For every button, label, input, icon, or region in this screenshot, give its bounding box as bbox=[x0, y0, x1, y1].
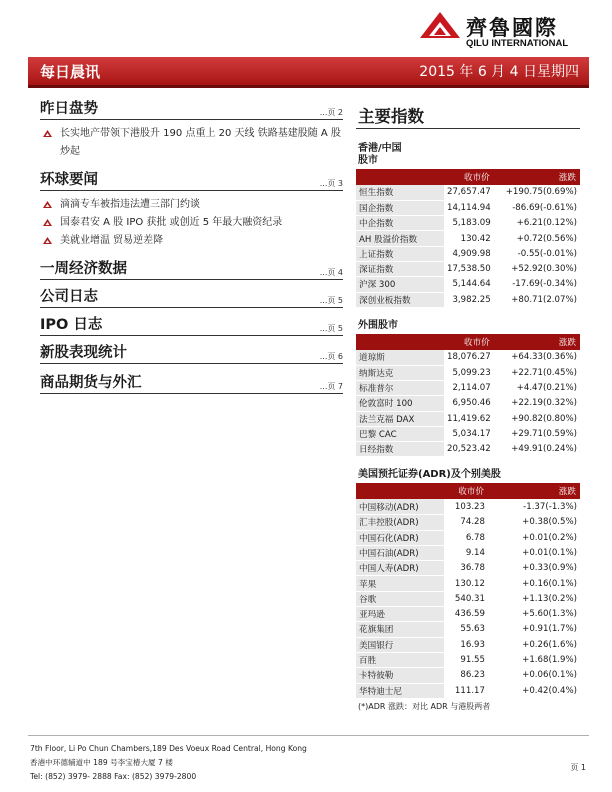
table-row bbox=[356, 668, 580, 683]
table-row bbox=[356, 515, 580, 530]
footer-address bbox=[30, 742, 307, 784]
table-row bbox=[356, 380, 580, 395]
index-change: +64.33(0.36%) bbox=[494, 350, 580, 365]
index-change: -1.37(-1.3%) bbox=[488, 499, 580, 514]
table-row bbox=[356, 396, 580, 411]
index-close-price: 14,114.94 bbox=[444, 200, 494, 215]
index-change: +0.33(0.9%) bbox=[488, 561, 580, 576]
index-group-title-line: 外围股市 bbox=[358, 319, 398, 331]
index-close-price: 5,034.17 bbox=[444, 426, 494, 441]
table-row bbox=[356, 246, 580, 261]
toc-section[interactable] bbox=[40, 260, 343, 280]
index-name: 道琼斯 bbox=[356, 350, 444, 365]
table-row bbox=[356, 411, 580, 426]
indices-groups bbox=[356, 143, 580, 699]
table-row bbox=[356, 292, 580, 307]
index-close-price: 540.31 bbox=[444, 591, 488, 606]
index-name: 纳斯达克 bbox=[356, 365, 444, 380]
index-close-price: 18,076.27 bbox=[444, 350, 494, 365]
toc-section[interactable] bbox=[40, 374, 343, 394]
toc-headline[interactable] bbox=[40, 214, 343, 232]
index-close-price: 91.55 bbox=[444, 652, 488, 667]
table-row bbox=[356, 561, 580, 576]
toc-page-ref[interactable]: ...页 7 bbox=[319, 382, 343, 391]
table-row bbox=[356, 591, 580, 606]
toc-headline[interactable] bbox=[40, 125, 343, 161]
index-name: 中国石油(ADR) bbox=[356, 545, 444, 560]
toc-section-title[interactable]: 新股表现统计 bbox=[40, 345, 127, 361]
index-close-price: 5,144.64 bbox=[444, 277, 494, 292]
index-group-title-line: 股市 bbox=[358, 155, 378, 166]
report-title: 每日晨讯 bbox=[40, 63, 101, 81]
index-change: +1.68(1.9%) bbox=[488, 652, 580, 667]
red-triangle-bullet-icon bbox=[43, 237, 52, 245]
index-name: 谷歌 bbox=[356, 591, 444, 606]
index-close-price: 20,523.42 bbox=[444, 442, 494, 457]
page-number: 页 1 bbox=[570, 763, 586, 772]
report-date: 2015 年 6 月 4 日星期四 bbox=[419, 64, 579, 80]
index-close-price: 2,114.07 bbox=[444, 380, 494, 395]
index-name: 深证指数 bbox=[356, 261, 444, 276]
index-name: 日经指数 bbox=[356, 442, 444, 457]
index-close-price: 27,657.47 bbox=[444, 185, 494, 200]
index-name: 苹果 bbox=[356, 576, 444, 591]
table-row bbox=[356, 350, 580, 365]
index-change: +5.60(1.3%) bbox=[488, 607, 580, 622]
index-change: +52.92(0.30%) bbox=[494, 261, 580, 276]
logo-mark-icon bbox=[418, 10, 462, 46]
index-close-price: 130.12 bbox=[444, 576, 488, 591]
index-close-price: 9.14 bbox=[444, 545, 488, 560]
table-row bbox=[356, 683, 580, 698]
table-row bbox=[356, 231, 580, 246]
index-name: 沪深 300 bbox=[356, 277, 444, 292]
index-group-title-line: 美国预托证券(ADR)及个别美股 bbox=[358, 469, 501, 481]
header-change: 涨跌 bbox=[494, 334, 580, 350]
header-name bbox=[356, 334, 444, 350]
index-change: +0.26(1.6%) bbox=[488, 637, 580, 652]
index-name: 卡特彼勒 bbox=[356, 668, 444, 683]
table-row bbox=[356, 622, 580, 637]
header-close-price: 收市价 bbox=[444, 169, 494, 185]
index-name: 恒生指数 bbox=[356, 185, 444, 200]
toc-headline-text[interactable]: 滴滴专车被指违法遭三部门约谈 bbox=[60, 199, 200, 210]
index-change: -17.69(-0.34%) bbox=[494, 277, 580, 292]
company-logo bbox=[418, 10, 568, 50]
index-name: 华特迪士尼 bbox=[356, 683, 444, 698]
index-close-price: 74.28 bbox=[444, 515, 488, 530]
toc-section-title[interactable]: 商品期货与外汇 bbox=[40, 375, 142, 391]
table-row bbox=[356, 576, 580, 591]
index-change: +29.71(0.59%) bbox=[494, 426, 580, 441]
banner-underline bbox=[28, 85, 589, 88]
indices-heading: 主要指数 bbox=[356, 103, 580, 129]
header-name bbox=[356, 169, 444, 185]
toc-section-title[interactable]: 公司日志 bbox=[40, 289, 98, 305]
toc-items bbox=[40, 191, 343, 252]
index-close-price: 36.78 bbox=[444, 561, 488, 576]
index-name: 中国移动(ADR) bbox=[356, 499, 444, 514]
index-close-price: 5,183.09 bbox=[444, 216, 494, 231]
index-change: +22.19(0.32%) bbox=[494, 396, 580, 411]
header-change: 涨跌 bbox=[488, 483, 580, 499]
index-change: +6.21(0.12%) bbox=[494, 216, 580, 231]
header-close-price: 收市价 bbox=[444, 483, 488, 499]
table-row bbox=[356, 442, 580, 457]
index-change: -86.69(-0.61%) bbox=[494, 200, 580, 215]
table-row bbox=[356, 499, 580, 514]
table-row bbox=[356, 545, 580, 560]
table-row bbox=[356, 200, 580, 215]
toc-section[interactable] bbox=[40, 288, 343, 308]
index-close-price: 6.78 bbox=[444, 530, 488, 545]
index-table-header bbox=[356, 169, 580, 185]
index-group-title bbox=[356, 469, 580, 481]
index-change: +4.47(0.21%) bbox=[494, 380, 580, 395]
index-close-price: 6,950.46 bbox=[444, 396, 494, 411]
footer-address-cn: 香港中环德辅道中 189 号李宝椿大厦 7 楼 bbox=[30, 758, 173, 767]
header-close-price: 收市价 bbox=[444, 334, 494, 350]
index-change: +22.71(0.45%) bbox=[494, 365, 580, 380]
table-row bbox=[356, 216, 580, 231]
index-group-title-line: 香港/中国 bbox=[358, 143, 402, 154]
header-name bbox=[356, 483, 444, 499]
index-name: 中国石化(ADR) bbox=[356, 530, 444, 545]
toc-headline-text[interactable]: 国泰君安 A 股 IPO 获批 或创近 5 年最大融资纪录 bbox=[60, 217, 283, 228]
index-close-price: 86.23 bbox=[444, 668, 488, 683]
index-name: 上证指数 bbox=[356, 246, 444, 261]
toc-page-ref[interactable]: ...页 3 bbox=[319, 179, 343, 188]
footer-divider bbox=[28, 735, 589, 736]
index-name: 巴黎 CAC bbox=[356, 426, 444, 441]
index-change: +0.01(0.2%) bbox=[488, 530, 580, 545]
toc-section[interactable] bbox=[40, 344, 343, 364]
index-name: 花旗集团 bbox=[356, 622, 444, 637]
footer-contact: Tel: (852) 3979- 2888 Fax: (852) 3979-2800 bbox=[30, 772, 197, 781]
index-close-price: 130.42 bbox=[444, 231, 494, 246]
table-row bbox=[356, 185, 580, 200]
table-row bbox=[356, 607, 580, 622]
index-close-price: 103.23 bbox=[444, 499, 488, 514]
red-triangle-bullet-icon bbox=[43, 130, 52, 138]
index-name: AH 股溢价指数 bbox=[356, 231, 444, 246]
index-change: +0.42(0.4%) bbox=[488, 683, 580, 698]
index-name: 百胜 bbox=[356, 652, 444, 667]
index-close-price: 3,982.25 bbox=[444, 292, 494, 307]
toc-page-ref[interactable]: ...页 4 bbox=[319, 268, 343, 277]
toc-section-title[interactable]: 一周经济数据 bbox=[40, 261, 127, 277]
index-change: +0.91(1.7%) bbox=[488, 622, 580, 637]
index-table bbox=[356, 334, 580, 458]
index-close-price: 111.17 bbox=[444, 683, 488, 698]
index-table-header bbox=[356, 334, 580, 350]
index-close-price: 55.63 bbox=[444, 622, 488, 637]
adr-footnote: (*)ADR 涨跌：对比 ADR 与港股两者 bbox=[358, 701, 491, 711]
table-row bbox=[356, 426, 580, 441]
index-close-price: 16.93 bbox=[444, 637, 488, 652]
index-name: 中国人寿(ADR) bbox=[356, 561, 444, 576]
table-row bbox=[356, 365, 580, 380]
index-change: +0.72(0.56%) bbox=[494, 231, 580, 246]
index-name: 标准普尔 bbox=[356, 380, 444, 395]
index-close-price: 436.59 bbox=[444, 607, 488, 622]
toc-headline[interactable] bbox=[40, 232, 343, 250]
indices-panel bbox=[356, 103, 580, 712]
header-change: 涨跌 bbox=[494, 169, 580, 185]
red-triangle-bullet-icon bbox=[43, 219, 52, 227]
table-row bbox=[356, 652, 580, 667]
title-banner bbox=[28, 57, 589, 85]
toc-headline-text[interactable]: 长实地产带领下港股升 190 点重上 20 天线 铁路基建股随 A 股炒起 bbox=[60, 128, 341, 157]
toc-page-ref[interactable]: ...页 6 bbox=[319, 352, 343, 361]
toc-page-ref[interactable]: ...页 5 bbox=[319, 296, 343, 305]
index-change: -0.55(-0.01%) bbox=[494, 246, 580, 261]
index-change: +0.16(0.1%) bbox=[488, 576, 580, 591]
toc-section[interactable] bbox=[40, 100, 343, 120]
toc-section[interactable] bbox=[40, 171, 343, 191]
index-change: +90.82(0.80%) bbox=[494, 411, 580, 426]
toc-section-title[interactable]: IPO 日志 bbox=[40, 317, 103, 333]
table-row bbox=[356, 277, 580, 292]
index-change: +0.01(0.1%) bbox=[488, 545, 580, 560]
index-name: 深创业板指数 bbox=[356, 292, 444, 307]
index-close-price: 11,419.62 bbox=[444, 411, 494, 426]
index-table bbox=[356, 169, 580, 308]
footer-address-en: 7th Floor, Li Po Chun Chambers,189 Des Voeux Road Central, Hong Kong bbox=[30, 744, 307, 753]
table-row bbox=[356, 637, 580, 652]
index-name: 汇丰控股(ADR) bbox=[356, 515, 444, 530]
index-change: +190.75(0.69%) bbox=[494, 185, 580, 200]
red-triangle-bullet-icon bbox=[43, 201, 52, 209]
logo-english-name: QILU INTERNATIONAL bbox=[466, 38, 569, 49]
index-change: +0.06(0.1%) bbox=[488, 668, 580, 683]
toc-page-ref[interactable]: ...页 5 bbox=[319, 324, 343, 333]
index-name: 国企指数 bbox=[356, 200, 444, 215]
toc-headline[interactable] bbox=[40, 196, 343, 214]
logo-chinese-name: 齊魯國際 bbox=[466, 15, 558, 40]
index-group-title bbox=[356, 143, 580, 167]
index-change: +0.38(0.5%) bbox=[488, 515, 580, 530]
index-group-title bbox=[356, 320, 580, 332]
index-table-header bbox=[356, 483, 580, 499]
toc-section-title[interactable]: 环球要闻 bbox=[40, 172, 98, 188]
toc-section[interactable] bbox=[40, 316, 343, 336]
index-change: +1.13(0.2%) bbox=[488, 591, 580, 606]
table-row bbox=[356, 261, 580, 276]
index-name: 亚玛逊 bbox=[356, 607, 444, 622]
toc-items bbox=[40, 120, 343, 163]
index-close-price: 5,099.23 bbox=[444, 365, 494, 380]
toc-headline-text[interactable]: 美就业增温 贸易逆差降 bbox=[60, 235, 164, 246]
index-change: +49.91(0.24%) bbox=[494, 442, 580, 457]
index-change: +80.71(2.07%) bbox=[494, 292, 580, 307]
toc-section-title[interactable]: 昨日盘势 bbox=[40, 101, 98, 117]
index-name: 法兰克福 DAX bbox=[356, 411, 444, 426]
table-row bbox=[356, 530, 580, 545]
table-of-contents bbox=[40, 100, 343, 394]
index-name: 中企指数 bbox=[356, 216, 444, 231]
index-close-price: 17,538.50 bbox=[444, 261, 494, 276]
toc-page-ref[interactable]: ...页 2 bbox=[319, 108, 343, 117]
index-name: 美国银行 bbox=[356, 637, 444, 652]
index-close-price: 4,909.98 bbox=[444, 246, 494, 261]
index-table bbox=[356, 483, 580, 698]
index-name: 伦敦富时 100 bbox=[356, 396, 444, 411]
